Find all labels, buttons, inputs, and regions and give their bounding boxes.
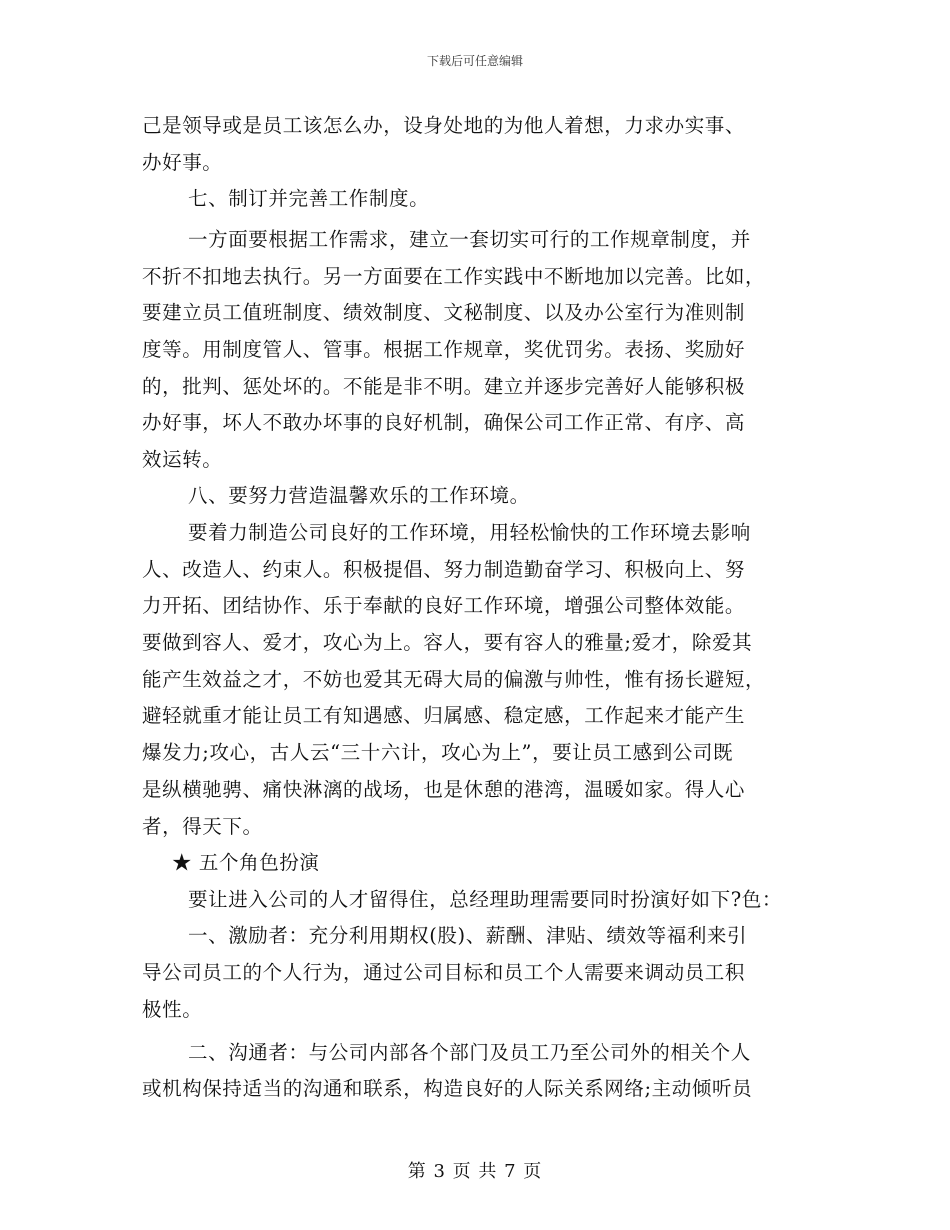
- text-line: 不折不扣地去执行。另一方面要在工作实践中不断地加以完善。比如，: [142, 265, 766, 288]
- text-line: 一方面要根据工作需求，建立一套切实可行的工作规章制度，并: [188, 228, 751, 251]
- text-line: 的，批判、惩处坏的。不能是非不明。建立并逐步完善好人能够积极: [142, 375, 746, 398]
- page-header: 下载后可任意编辑: [426, 54, 523, 68]
- text-line: 度等。用制度管人、管事。根据工作规章，奖优罚劣。表扬、奖励好: [142, 338, 746, 361]
- text-line: 极性。: [142, 998, 203, 1021]
- text-line: 要建立员工值班制度、绩效制度、文秘制度、以及办公室行为准则制: [142, 301, 746, 324]
- text-line: 导公司员工的个人行为，通过公司目标和员工个人需要来调动员工积: [142, 961, 746, 984]
- text-line: 要让进入公司的人才留得住，总经理助理需要同时扮演好如下?色：: [188, 888, 782, 911]
- text-line: 要着力制造公司良好的工作环境，用轻松愉快的工作环境去影响: [188, 521, 751, 544]
- text-line: 效运转。: [142, 448, 223, 471]
- section-heading-star: ★ 五个角色扮演: [172, 851, 320, 874]
- text-line: 办好事，坏人不敢办坏事的良好机制，确保公司工作正常、有序、高: [142, 411, 746, 434]
- text-line: 力开拓、团结协作、乐于奉献的良好工作环境，增强公司整体效能。: [142, 594, 746, 617]
- text-line: 己是领导或是员工该怎么办，设身处地的为他人着想，力求办实事、: [142, 114, 746, 137]
- page-footer: 第 3 页 共 7 页: [407, 1161, 543, 1182]
- text-line: 爆发力;攻心，古人云“三十六计，攻心为上”，要让员工感到公司既: [142, 741, 734, 764]
- text-line: 者，得天下。: [142, 815, 263, 838]
- section-heading: 八、要努力营造温馨欢乐的工作环境。: [188, 484, 530, 507]
- text-line: 要做到容人、爱才，攻心为上。容人，要有容人的雅量;爱才，除爱其: [142, 631, 753, 654]
- text-line: 人、改造人、约束人。积极提倡、努力制造勤奋学习、积极向上、努: [142, 558, 746, 581]
- section-heading: 七、制订并完善工作制度。: [188, 187, 430, 210]
- text-line: 一、激励者：充分利用期权(股)、薪酬、津贴、绩效等福利来引: [188, 924, 748, 947]
- text-line: 或机构保持适当的沟通和联系，构造良好的人际关系网络;主动倾听员: [142, 1077, 753, 1100]
- text-line: 避轻就重才能让员工有知遇感、归属感、稳定感，工作起来才能产生: [142, 704, 746, 727]
- text-line: 能产生效益之才，不妨也爱其无碍大局的偏激与帅性，惟有扬长避短，: [142, 668, 766, 691]
- text-line: 二、沟通者：与公司内部各个部门及员工乃至公司外的相关个人: [188, 1041, 751, 1064]
- text-line: 办好事。: [142, 151, 223, 174]
- text-line: 是纵横驰骋、痛快淋漓的战场，也是休憩的港湾，温暖如家。得人心: [142, 778, 746, 801]
